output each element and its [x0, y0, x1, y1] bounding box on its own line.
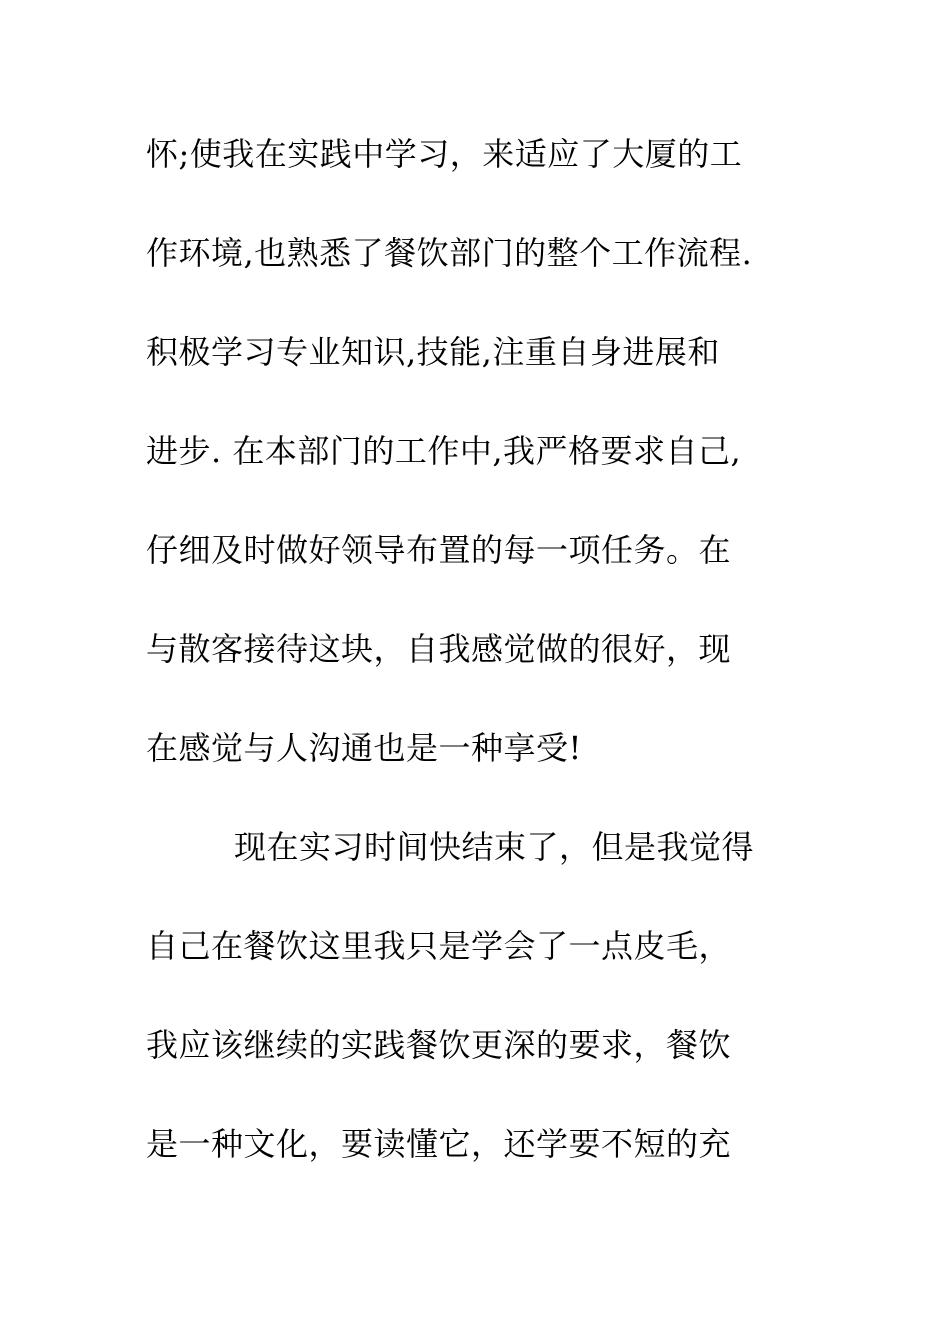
text-line-7: 在感觉与人沟通也是一种享受!: [146, 729, 582, 767]
text-line-11: 是一种文化，要读懂它，还学要不短的充: [146, 1125, 732, 1163]
text-line-3: 积极学习专业知识,技能,注重自身进展和: [146, 333, 720, 371]
document-body: [146, 128, 826, 1217]
text-line-6: 与散客接待这块，自我感觉做的很好，现: [146, 630, 732, 668]
text-line-5: 仔细及时做好领导布置的每一项任务。在: [146, 531, 732, 569]
text-line-2: 作环境,也熟悉了餐饮部门的整个工作流程.: [146, 234, 753, 272]
paragraph-start-line: 现在实习时间快结束了，但是我觉得: [234, 828, 755, 866]
text-line-4: 进步. 在本部门的工作中,我严格要求自己,: [146, 432, 742, 470]
text-line-10: 我应该继续的实践餐饮更深的要求，餐饮: [146, 1026, 732, 1064]
text-line-9: 自己在餐饮这里我只是学会了一点皮毛，: [146, 927, 732, 965]
text-line-1: 怀;使我在实践中学习，来适应了大厦的工: [146, 135, 743, 173]
